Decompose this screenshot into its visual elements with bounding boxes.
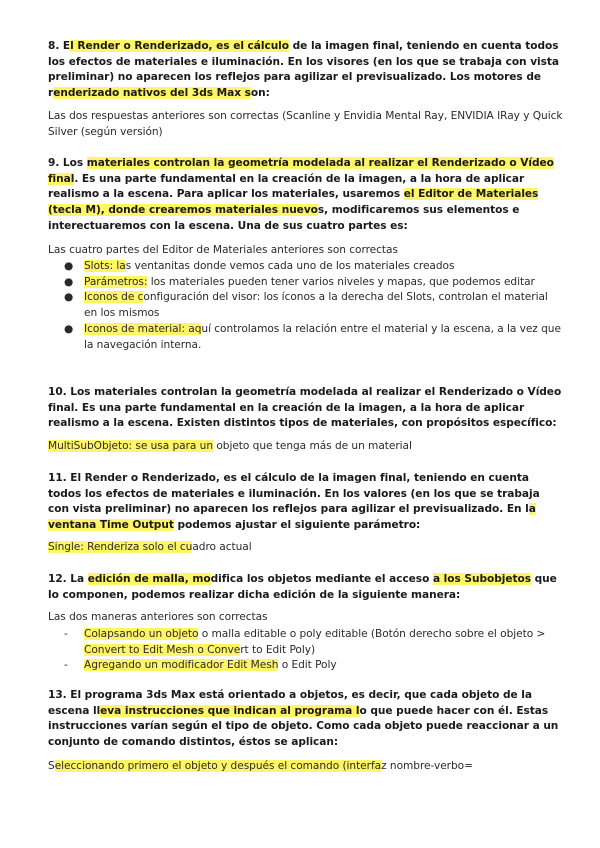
- question-12: 12. La edición de malla, modifica los objetos mediante el acceso a los Subobjetos que lo componen, podemos realizar dicha edición de la siguiente manera:: [48, 573, 557, 601]
- q8-highlight-2: enderizado nativos del 3ds Max s: [53, 87, 251, 100]
- q12-highlight-2: a los Subobjetos: [432, 573, 531, 585]
- list-item: - Agregando un modificador Edit Mesh o Edit Poly: [62, 658, 562, 674]
- answer-12-list: [62, 627, 562, 674]
- answer-9: Las cuatro partes del Editor de Materiales anteriores son correctas: [48, 244, 398, 256]
- bullet-icon: ●: [64, 322, 74, 335]
- answer-8: Las dos respuestas anteriores son correctas (Scanline y Envidia Mental Ray, ENVIDIA IRay y Quick Silver (según versión): [48, 110, 563, 138]
- list-item: ● Iconos de configuración del visor: los íconos a la derecha del Slots, controlan el material en los mismos: [64, 291, 548, 320]
- answer-11: Single: Renderiza solo el cuadro actual: [48, 541, 252, 553]
- q11-highlight-1: a ventana Time Output: [48, 503, 536, 532]
- list-item: ● Parámetros: los materiales pueden tener varios niveles y mapas, que podemos editar: [62, 275, 562, 291]
- answer-10: MultiSubObjeto: se usa para un objeto que tenga más de un material: [48, 440, 412, 452]
- q9-text-3: s, modificaremos sus elementos e interectuaremos con la escena. Una de sus cuatro partes es:: [48, 204, 520, 232]
- dash-icon: -: [64, 659, 68, 672]
- question-13: 13. El programa 3ds Max está orientado a objetos, es decir, que cada objeto de la escena lleva instrucciones que indican al programa lo que puede hacer con él. Estas instrucciones varían según el tipo de objeto. Como cada objeto puede reaccionar a un conjunto de comando distintos, éstos se aplican:: [48, 689, 559, 749]
- q9-highlight-1: materiales controlan la geometría modelada al realizar el Renderizado o Vídeo final: [48, 157, 554, 185]
- q9-text-1: 9. Los: [48, 157, 87, 169]
- question-8: [48, 39, 563, 102]
- answer-9-list: [62, 259, 562, 353]
- dash-icon: -: [64, 628, 68, 640]
- q8-highlight-1: l Render o Renderizado, es el cálculo: [70, 40, 289, 52]
- q13-highlight-1: eva instrucciones que indican al programa l: [100, 704, 360, 717]
- question-11: 11. El Render o Renderizado, es el cálculo de la imagen final, teniendo en cuenta todos los efectos de materiales e iluminación. En los valores (en los que se trabaja con vista preliminar) no aparecen los reflejos para agilizar el previsualizado. En la ventana Time Output podemos ajustar el siguiente parámetro:: [48, 472, 540, 532]
- q9-text-2: . Es una parte fundamental en la creación de la imagen, a la hora de aplicar realismo a la escena. Para aplicar los materiales, usaremos: [48, 172, 525, 201]
- q8-text-3: on:: [250, 87, 270, 100]
- bullet-icon: ●: [64, 291, 74, 304]
- bullet-icon: ●: [64, 260, 74, 272]
- q8-text-2: de la imagen final, teniendo en cuenta todos los efectos de materiales e iluminación. En los visores (en los que se trabaja con vista preliminar) no aparecen los reflejos para agilizar el previsualizado. Los motores de r: [48, 40, 559, 100]
- q9-highlight-2: el Editor de Materiales (tecla M), donde crearemos materiales nuevo: [48, 188, 539, 217]
- bullet-icon: ●: [64, 275, 74, 288]
- q12-highlight-1: edición de malla, mo: [87, 573, 211, 585]
- q8-text-1: 8. E: [48, 40, 71, 52]
- list-item: ● Slots: las ventanitas donde vemos cada uno de los materiales creados: [62, 259, 562, 275]
- question-10: 10. Los materiales controlan la geometría modelada al realizar el Renderizado o Vídeo final. Es una parte fundamental en la creación de la imagen, a la hora de aplicar realismo a la escena. Existen distintos tipos de materiales, con propósitos específico:: [48, 386, 562, 430]
- answer-13: Seleccionando primero el objeto y después el comando (interfaz nombre-verbo=: [48, 760, 473, 772]
- question-9: [48, 156, 563, 235]
- list-item: ● Iconos de material: aquí controlamos la relación entre el material y la escena, a la vez que la navegación interna.: [64, 322, 561, 351]
- answer-12: Las dos maneras anteriores son correctas: [48, 611, 268, 623]
- list-item: - Colapsando un objeto o malla editable o poly editable (Botón derecho sobre el objeto > Convert to Edit Mesh o Convert to Edit Poly): [64, 628, 546, 656]
